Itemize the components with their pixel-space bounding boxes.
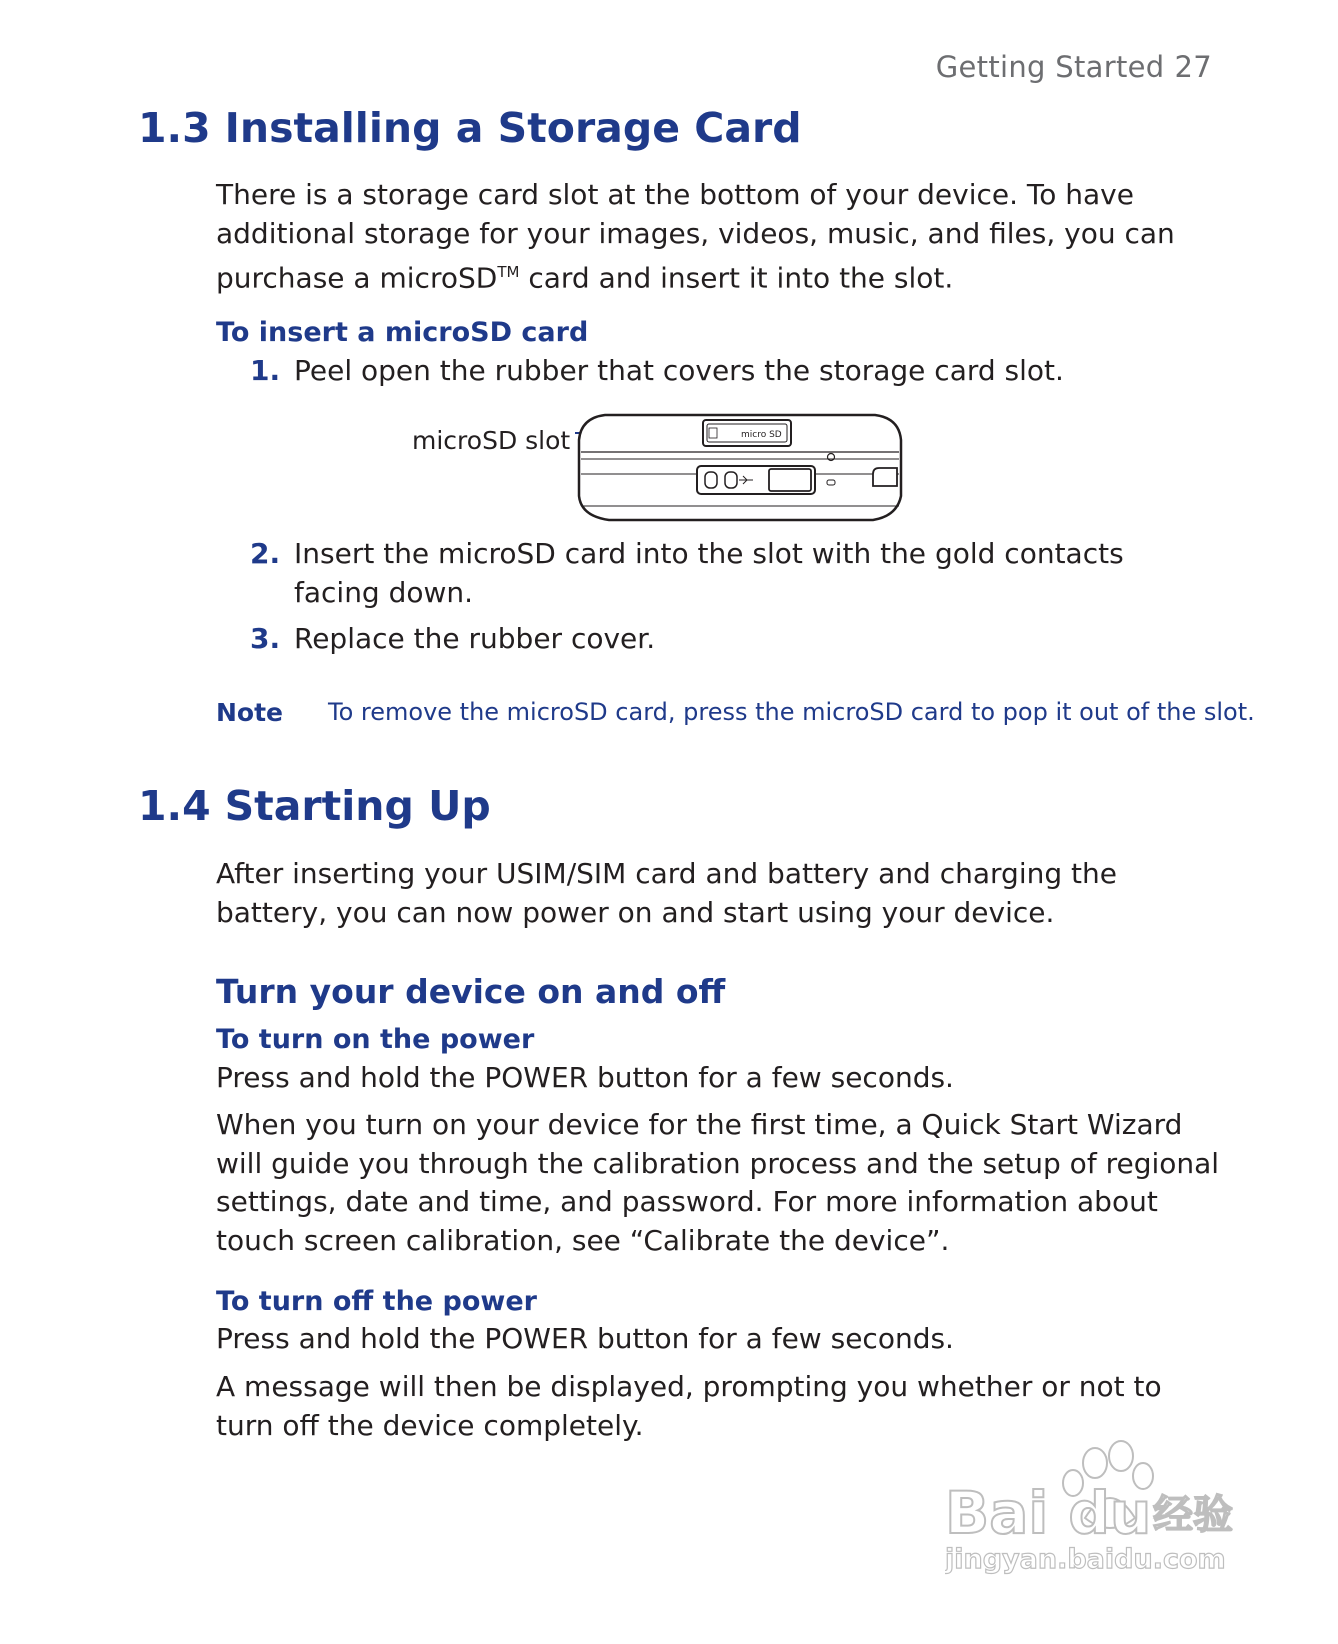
figure-callout-label: microSD slot: [412, 426, 571, 455]
storage-intro-paragraph: [216, 176, 1226, 298]
step-3: [250, 620, 1210, 659]
section-title-text: Installing a Storage Card: [224, 104, 802, 152]
step-number: 1.: [250, 354, 281, 387]
step-number: 3.: [250, 622, 281, 655]
power-off-text: Press and hold the POWER button for a few seconds.: [216, 1322, 954, 1355]
watermark-brand: Bai du: [945, 1479, 1152, 1547]
step-text: Peel open the rubber that covers the storage card slot.: [294, 354, 1064, 387]
power-off-heading: To turn off the power: [216, 1286, 537, 1317]
device-bottom-illustration: [575, 412, 905, 528]
header-section-title: Getting Started: [935, 50, 1165, 84]
section-number: 1.3: [138, 104, 211, 152]
step-text: Insert the microSD card into the slot with the gold contacts facing down.: [294, 537, 1124, 609]
trademark-mark: TM: [497, 263, 520, 281]
turn-on-off-heading: Turn your device on and off: [216, 972, 726, 1011]
section-number: 1.4: [138, 782, 211, 830]
step-number: 2.: [250, 537, 281, 570]
watermark-label: 经验: [1153, 1492, 1233, 1538]
note-label: Note: [216, 698, 284, 727]
section-title-text: Starting Up: [224, 782, 491, 830]
power-on-heading: To turn on the power: [216, 1024, 535, 1055]
running-header: [936, 50, 1212, 84]
intro-text-1: There is a storage card slot at the bottom of your device. To have additional storage for your images, videos, music, and files, you can purchase a microSD: [216, 178, 1175, 295]
microsd-slot-mark: micro SD: [741, 430, 782, 440]
page-number: 27: [1174, 50, 1212, 84]
starting-up-intro: After inserting your USIM/SIM card and battery and charging the battery, you can now power on and start using your device.: [216, 857, 1117, 929]
note-text: To remove the microSD card, press the microSD card to pop it out of the slot.: [328, 698, 1255, 726]
watermark-url: jingyan.baidu.com: [945, 1544, 1226, 1575]
step-text: Replace the rubber cover.: [294, 622, 656, 655]
power-on-text: Press and hold the POWER button for a few seconds.: [216, 1061, 954, 1094]
section-1-4-title: [138, 782, 491, 830]
baidu-watermark-logo: [945, 1428, 1235, 1578]
usb-port: [769, 469, 811, 491]
step-2: [250, 535, 1210, 612]
power-on-detail: When you turn on your device for the first time, a Quick Start Wizard will guide you through the calibration process and the setup of regional settings, date and time, and password. For more information about touch screen calibration, see “Calibrate the device”.: [216, 1108, 1220, 1257]
intro-text-2: card and insert it into the slot.: [519, 261, 954, 295]
step-1: [250, 352, 1210, 391]
stylus-slot: [873, 468, 897, 486]
power-off-detail: A message will then be displayed, prompting you whether or not to turn off the device completely.: [216, 1370, 1162, 1442]
section-1-3-title: [138, 104, 802, 152]
insert-card-heading: To insert a microSD card: [216, 317, 589, 348]
